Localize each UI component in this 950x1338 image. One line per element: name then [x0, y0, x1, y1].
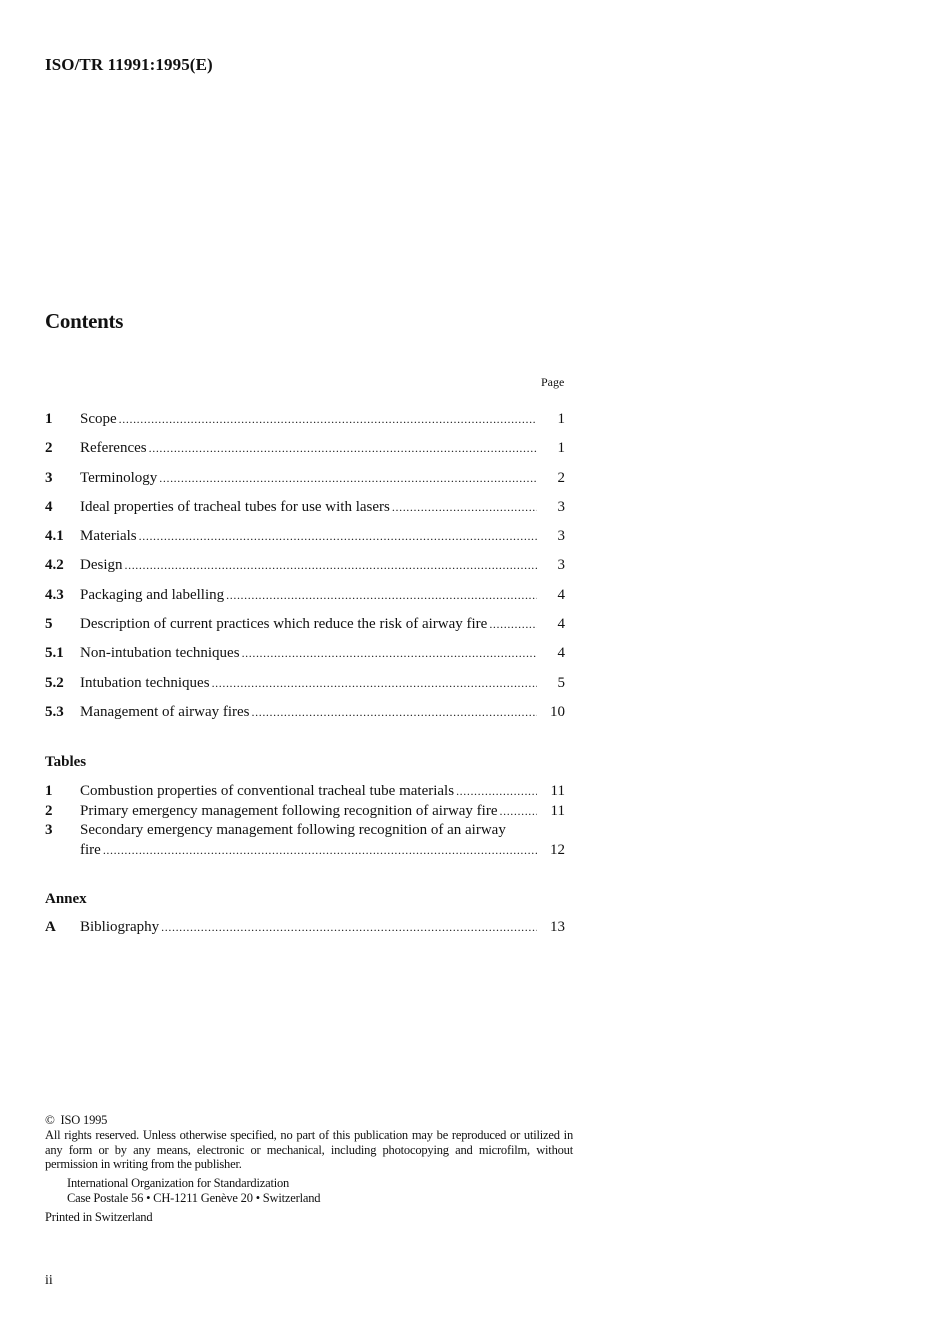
- table-entry-continuation[interactable]: [45, 842, 565, 862]
- leader-dots: [103, 842, 537, 859]
- publisher-org: International Organization for Standardization: [67, 1176, 290, 1191]
- toc-entry[interactable]: [45, 411, 565, 440]
- leader-dots: [119, 411, 537, 428]
- contents-title: Contents: [45, 309, 124, 333]
- toc-entry[interactable]: [45, 704, 565, 733]
- toc-entry-title: Description of current practices which reduce the risk of airway fire: [80, 616, 488, 633]
- document-id: ISO/TR 11991:1995(E): [45, 55, 213, 74]
- copyright-symbol: ©: [45, 1112, 55, 1127]
- toc-entry-title: Scope: [80, 411, 117, 427]
- toc-entry-page: 10: [550, 703, 565, 720]
- table-entry-number: 3: [45, 822, 53, 839]
- copyright-line: [45, 1113, 573, 1128]
- tables-list: [45, 783, 565, 861]
- annex-entry-page: 13: [550, 919, 565, 935]
- toc-entry[interactable]: [45, 528, 565, 557]
- toc-entry-number: 5.3: [45, 703, 64, 720]
- printed-in: Printed in Switzerland: [45, 1209, 153, 1224]
- table-entry-title: Secondary emergency management following recognition of an airway: [80, 822, 506, 839]
- leader-dots: [139, 528, 537, 545]
- table-entry[interactable]: [45, 822, 565, 842]
- leader-dots: [125, 557, 538, 574]
- leader-dots: [489, 616, 537, 633]
- toc-entry[interactable]: [45, 470, 565, 499]
- toc-entry-title: References: [80, 440, 147, 457]
- toc-entry-title: Design: [80, 557, 123, 574]
- toc-entry-title: Materials: [80, 528, 137, 545]
- annex-heading: Annex: [45, 891, 87, 907]
- annex-entry-title: Bibliography: [80, 919, 160, 935]
- table-entry-page: 12: [550, 841, 565, 858]
- toc-entry-page: 3: [557, 498, 565, 515]
- page-column-label: Page: [541, 375, 565, 389]
- toc-entry-number: 4.3: [45, 586, 64, 603]
- leader-dots: [392, 499, 537, 516]
- table-entry-title-continued: fire: [80, 841, 101, 858]
- toc-entry-page: 4: [557, 645, 565, 662]
- publisher-address: Case Postale 56 • CH-1211 Genève 20 • Switzerland: [67, 1190, 321, 1205]
- tables-heading: Tables: [45, 754, 87, 770]
- page-number: ii: [45, 1273, 53, 1288]
- toc-entry-page: 4: [557, 616, 565, 633]
- leader-dots: [242, 645, 537, 662]
- copyright-year: ISO 1995: [60, 1113, 108, 1127]
- toc-entry-number: 3: [45, 469, 53, 486]
- toc-entry-number: 1: [45, 411, 53, 427]
- table-entry-title: Primary emergency management following recognition of airway fire: [80, 802, 498, 819]
- toc-entry[interactable]: [45, 645, 565, 674]
- leader-dots: [212, 675, 537, 692]
- toc-entry-title: Terminology: [80, 469, 158, 486]
- contents-list: [45, 411, 565, 733]
- toc-entry-page: 4: [557, 586, 565, 603]
- table-entry-page: 11: [550, 802, 565, 819]
- toc-entry-page: 1: [557, 411, 565, 427]
- annex-list: [45, 919, 565, 948]
- toc-entry-title: Ideal properties of tracheal tubes for use with lasers: [80, 498, 390, 515]
- toc-entry-title: Intubation techniques: [80, 674, 210, 691]
- toc-entry-number: 5.2: [45, 674, 64, 691]
- leader-dots: [252, 704, 537, 721]
- table-entry-title: Combustion properties of conventional tracheal tube materials: [80, 783, 455, 799]
- annex-entry[interactable]: [45, 919, 565, 948]
- table-entry[interactable]: [45, 783, 565, 803]
- leader-dots: [149, 440, 537, 457]
- leader-dots: [456, 783, 537, 800]
- toc-entry-page: 1: [557, 440, 565, 457]
- leader-dots: [500, 803, 538, 820]
- toc-entry-page: 5: [557, 674, 565, 691]
- toc-entry-number: 2: [45, 440, 53, 457]
- table-entry-number: 1: [45, 783, 53, 799]
- toc-entry[interactable]: [45, 499, 565, 528]
- toc-entry[interactable]: [45, 557, 565, 586]
- toc-entry[interactable]: [45, 587, 565, 616]
- rights-notice: All rights reserved. Unless otherwise specified, no part of this publication may be reproduced or utilized in any form or by any means, electronic or mechanical, including photocopying and microfilm, without permission in writing from the publisher.: [45, 1127, 573, 1172]
- copyright-block: [45, 1113, 573, 1225]
- toc-entry-page: 3: [557, 557, 565, 574]
- toc-entry[interactable]: [45, 440, 565, 469]
- toc-entry-number: 4.1: [45, 528, 64, 545]
- toc-entry-number: 5: [45, 616, 53, 633]
- toc-entry-page: 2: [557, 469, 565, 486]
- toc-entry-title: Packaging and labelling: [80, 586, 225, 603]
- annex-entry-letter: A: [45, 919, 56, 935]
- table-entry-number: 2: [45, 802, 53, 819]
- toc-entry-number: 4: [45, 498, 53, 515]
- table-entry-page: 11: [550, 783, 565, 799]
- toc-entry-number: 5.1: [45, 645, 64, 662]
- toc-entry-page: 3: [557, 528, 565, 545]
- toc-entry[interactable]: [45, 675, 565, 704]
- toc-entry-number: 4.2: [45, 557, 64, 574]
- table-entry[interactable]: [45, 803, 565, 823]
- leader-dots: [159, 470, 537, 487]
- toc-entry-title: Non-intubation techniques: [80, 645, 240, 662]
- toc-entry-title: Management of airway fires: [80, 703, 250, 720]
- toc-entry[interactable]: [45, 616, 565, 645]
- leader-dots: [161, 919, 537, 936]
- leader-dots: [226, 587, 537, 604]
